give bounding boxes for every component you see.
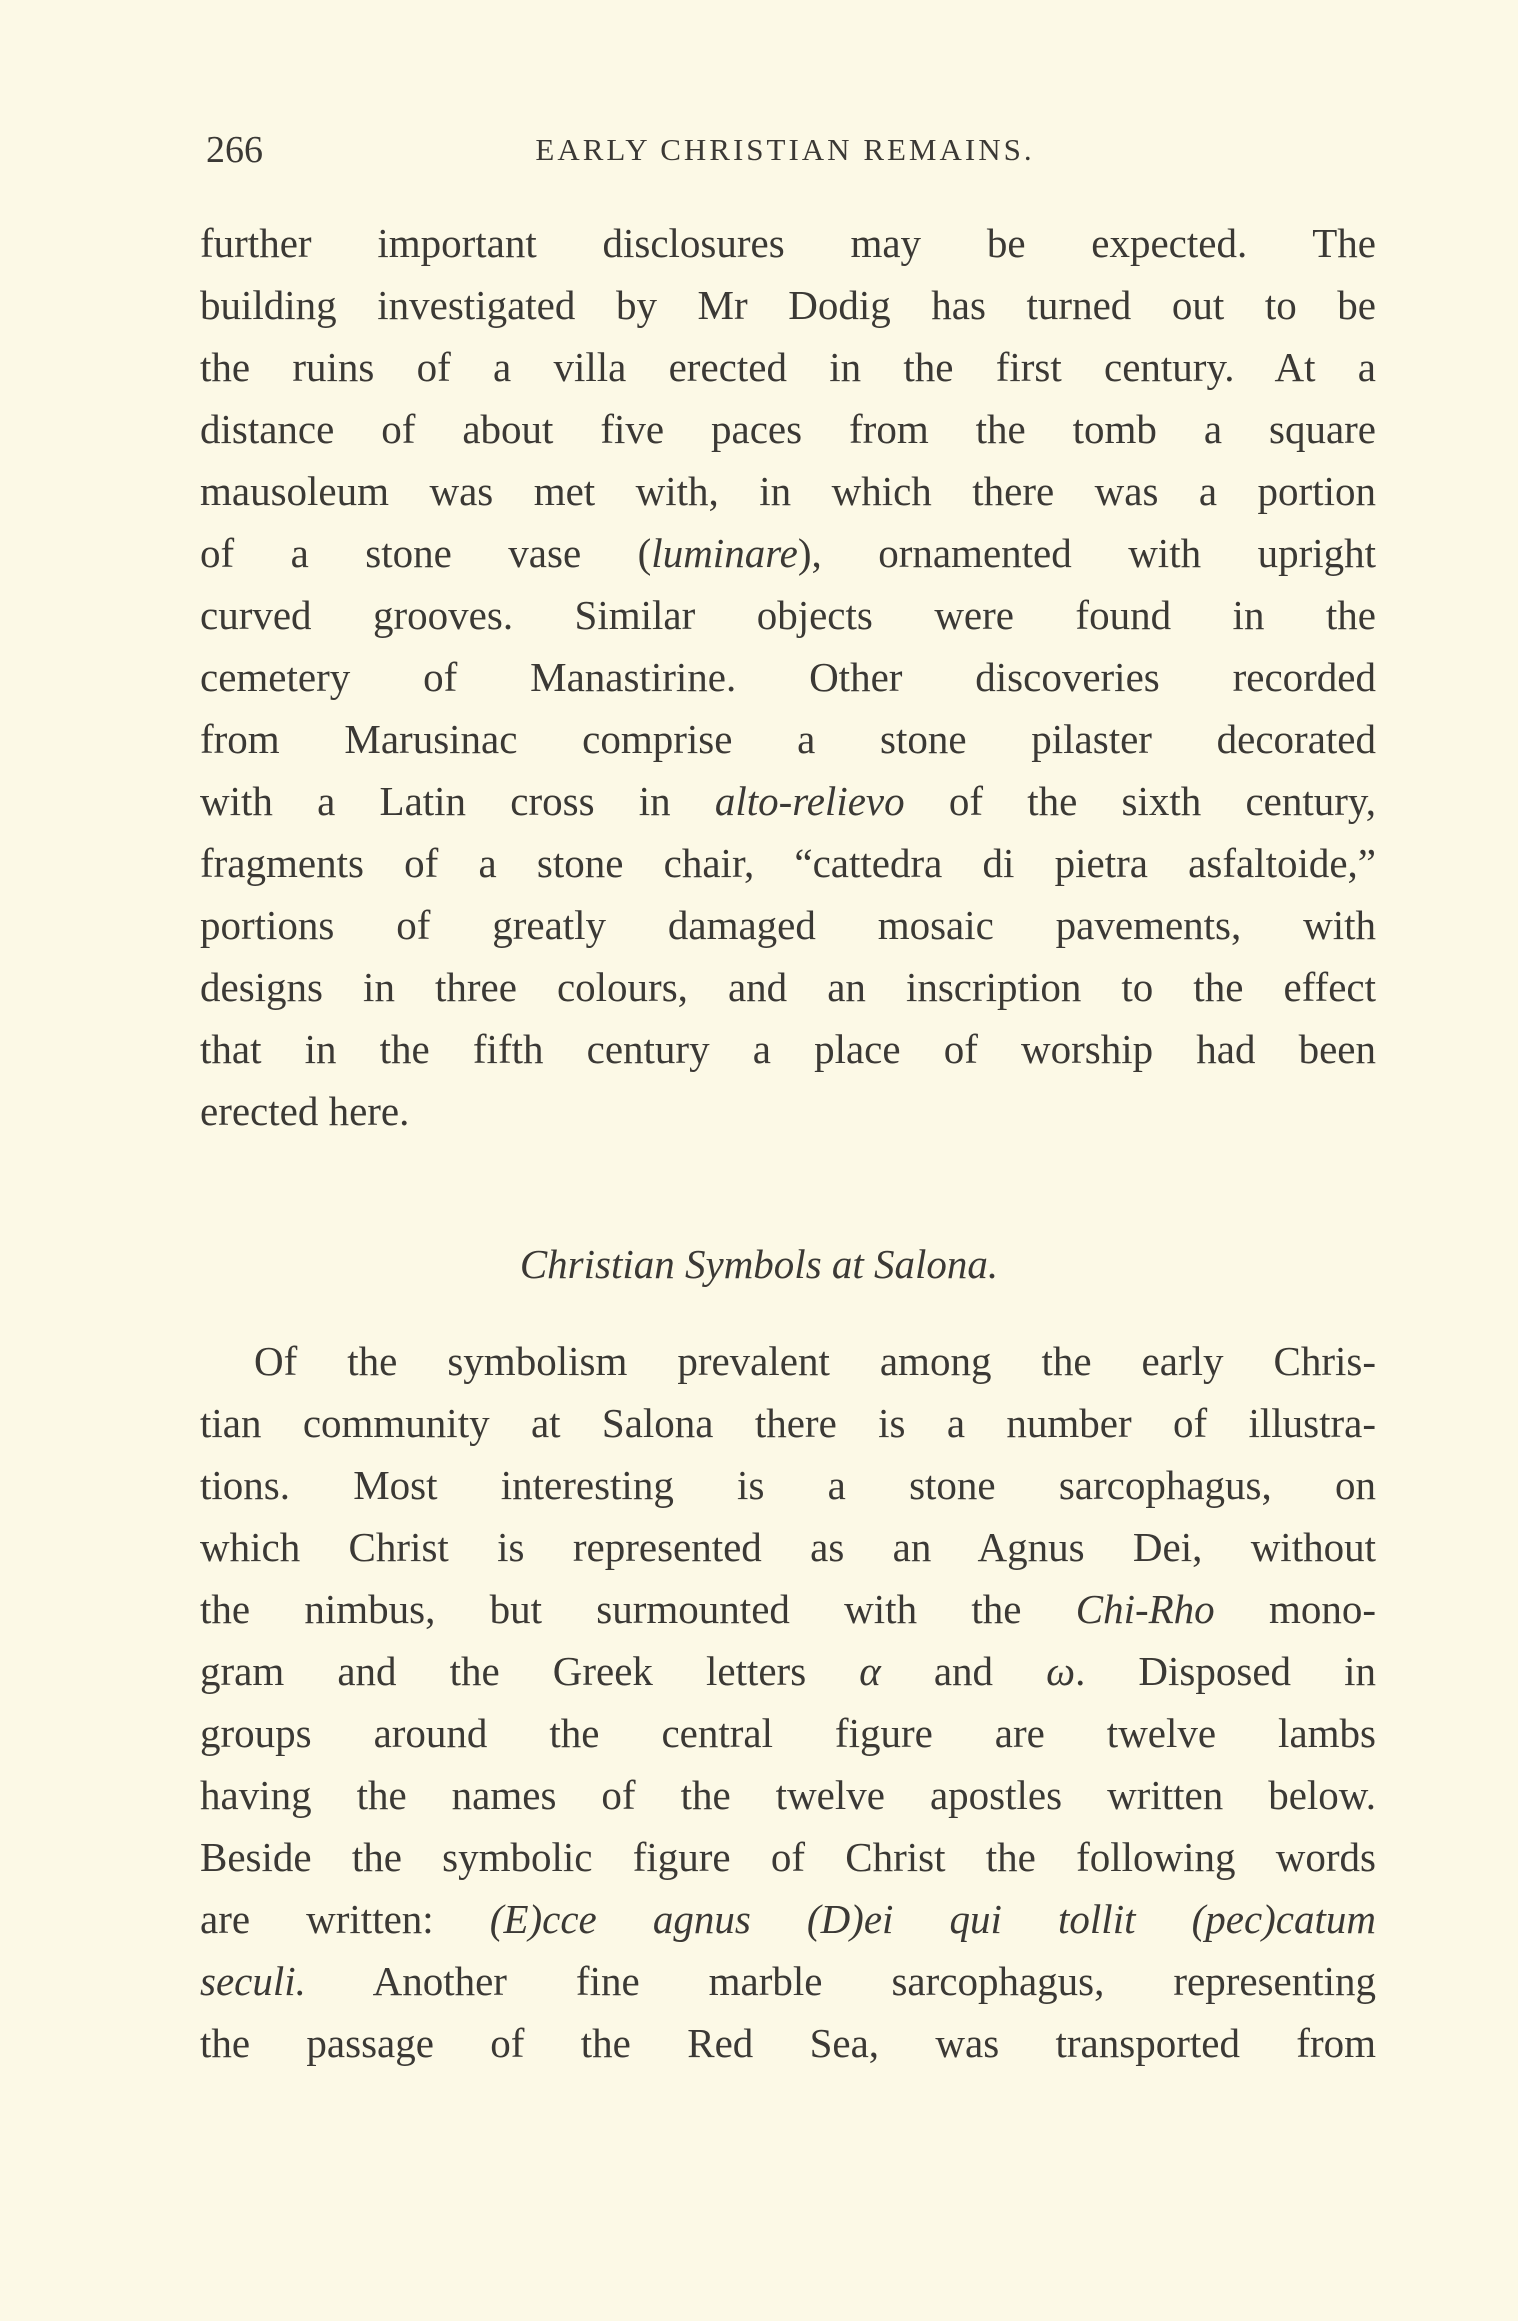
text-run: mono- (1214, 1586, 1376, 1632)
italic-text: luminare (651, 530, 798, 576)
text-run: tian community at Salona there is a number of illustra- (200, 1400, 1376, 1446)
text-run: Another fine marble sarcophagus, representing (305, 1958, 1376, 2004)
italic-text: alto-relievo (714, 778, 905, 824)
text-line (200, 398, 1376, 460)
text-run: curved grooves. Similar objects were found in the (200, 592, 1376, 638)
text-line (200, 646, 1376, 708)
text-line (200, 1516, 1376, 1578)
text-line (200, 1764, 1376, 1826)
text-line (200, 1950, 1376, 2012)
text-line (200, 2012, 1376, 2074)
text-run: of a stone vase ( (200, 530, 652, 576)
text-run: Beside the symbolic figure of Christ the following words (200, 1834, 1376, 1880)
text-run: the nimbus, but surmounted with the (200, 1586, 1076, 1632)
italic-text: α (859, 1648, 881, 1694)
text-run: of the sixth century, (904, 778, 1376, 824)
text-run: are written: (200, 1896, 490, 1942)
text-line (200, 1826, 1376, 1888)
text-line (200, 1330, 1376, 1392)
text-run: building investigated by Mr Dodig has turned out to be (200, 282, 1376, 328)
text-line (200, 1702, 1376, 1764)
text-run: erected here. (200, 1088, 410, 1134)
italic-text: seculi. (200, 1958, 306, 2004)
text-line (200, 1454, 1376, 1516)
text-run: cemetery of Manastirine. Other discoveries recorded (200, 654, 1376, 700)
text-line (200, 956, 1376, 1018)
text-line (200, 1080, 1376, 1142)
text-run: and (880, 1648, 1047, 1694)
text-run: portions of greatly damaged mosaic pavements, with (200, 902, 1376, 948)
running-title: EARLY CHRISTIAN REMAINS. (535, 132, 1035, 167)
text-line (200, 832, 1376, 894)
text-line (200, 1018, 1376, 1080)
text-run: mausoleum was met with, in which there was a portion (200, 468, 1376, 514)
text-line (200, 584, 1376, 646)
text-line (200, 1578, 1376, 1640)
text-run: Of the symbolism prevalent among the early Chris- (254, 1338, 1376, 1384)
page-header (0, 128, 1518, 178)
italic-text: Chi-Rho (1075, 1586, 1215, 1632)
text-run: from Marusinac comprise a stone pilaster decorated (200, 716, 1376, 762)
text-run: groups around the central figure are twelve lambs (200, 1710, 1376, 1756)
text-run: designs in three colours, and an inscription to the effect (200, 964, 1376, 1010)
page-number: 266 (206, 129, 263, 171)
text-run: that in the fifth century a place of worship had been (200, 1026, 1376, 1072)
text-line (200, 1888, 1376, 1950)
text-line (200, 460, 1376, 522)
text-line (200, 274, 1376, 336)
text-line (200, 708, 1376, 770)
text-line (200, 1392, 1376, 1454)
text-line (200, 894, 1376, 956)
text-run: with a Latin cross in (200, 778, 715, 824)
paragraph-1 (200, 212, 1376, 1142)
text-run: further important disclosures may be expected. The (200, 220, 1376, 266)
text-run: fragments of a stone chair, “cattedra di pietra asfaltoide,” (200, 840, 1376, 886)
text-run: gram and the Greek letters (200, 1648, 860, 1694)
text-line (200, 336, 1376, 398)
italic-text: ω (1046, 1648, 1076, 1694)
text-line (200, 212, 1376, 274)
text-line (200, 1640, 1376, 1702)
text-run: the passage of the Red Sea, was transported from (200, 2020, 1376, 2066)
paragraph-2 (200, 1330, 1376, 2074)
text-run: distance of about five paces from the tomb a square (200, 406, 1376, 452)
text-run: tions. Most interesting is a stone sarcophagus, on (200, 1462, 1376, 1508)
section-heading: Christian Symbols at Salona. (519, 1241, 999, 1287)
text-run: having the names of the twelve apostles written below. (200, 1772, 1376, 1818)
text-line (200, 522, 1376, 584)
text-run: . Disposed in (1075, 1648, 1376, 1694)
italic-text: (E)cce agnus (D)ei qui tollit (pec)catum (489, 1896, 1376, 1942)
text-line (200, 770, 1376, 832)
text-run: which Christ is represented as an Agnus Dei, without (200, 1524, 1376, 1570)
text-run: the ruins of a villa erected in the first century. At a (200, 344, 1376, 390)
text-run: ), ornamented with upright (797, 530, 1376, 576)
